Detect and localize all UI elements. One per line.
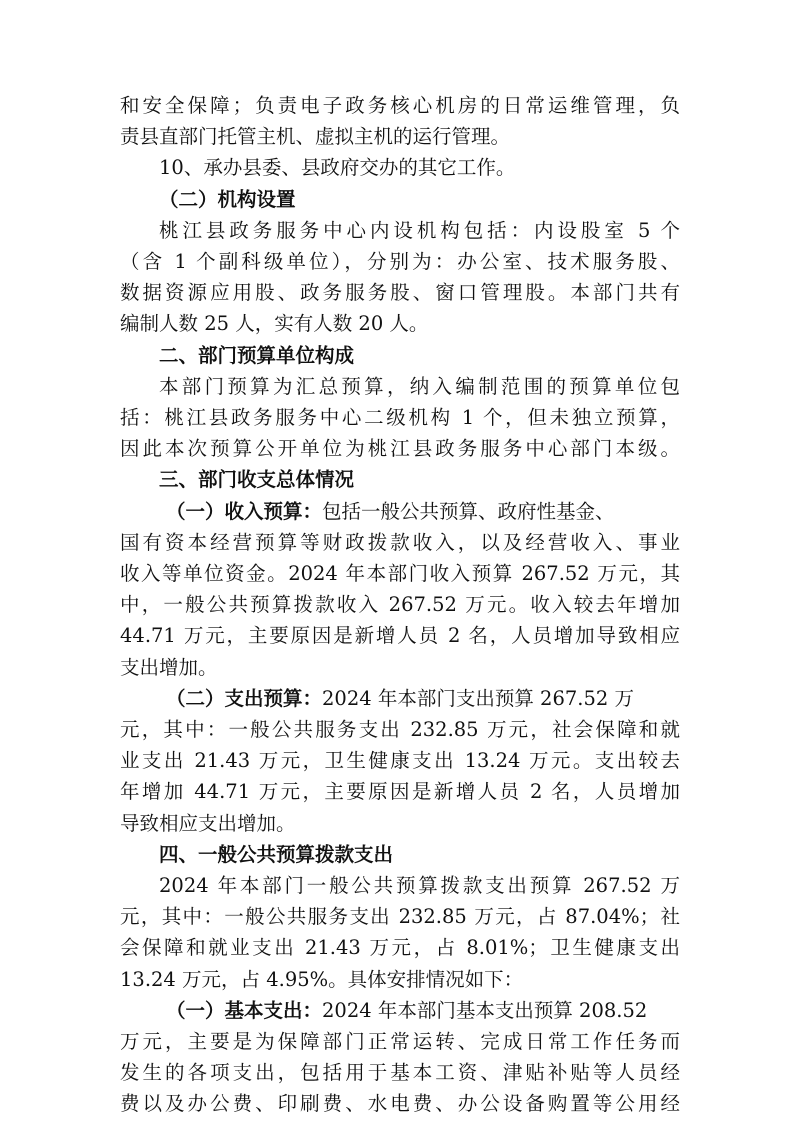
- text-line: 元，其中：一般公共服务支出 232.85 万元，占 87.04%；社: [120, 905, 680, 929]
- text-line: 本部门预算为汇总预算，纳入编制范围的预算单位包: [159, 374, 680, 398]
- text-line: 数据资源应用股、政务服务股、窗口管理股。本部门共有: [120, 281, 680, 305]
- text-line: 万元，主要是为保障部门正常运转、完成日常工作任务而: [120, 1030, 680, 1053]
- subsection-label: （一）收入预算：: [166, 499, 323, 523]
- section-heading: 四、一般公共预算拨款支出: [159, 842, 394, 866]
- text-line: 44.71 万元，主要原因是新增人员 2 名，人员增加导致相应: [120, 624, 680, 648]
- text-line: （含 1 个副科级单位），分别为：办公室、技术服务股、: [120, 250, 680, 273]
- text-line: 桃江县政务服务中心内设机构包括：内设股室 5 个: [159, 218, 680, 242]
- text-line: 年增加 44.71 万元，主要原因是新增人员 2 名，人员增加: [120, 780, 680, 804]
- text-line: [166, 995, 680, 1027]
- text-line: 收入等单位资金。2024 年本部门收入预算 267.52 万元，其: [120, 562, 680, 585]
- text-line: [166, 496, 680, 528]
- text-line: 10、承办县委、县政府交办的其它工作。: [159, 156, 516, 180]
- text-line: 业支出 21.43 万元，卫生健康支出 13.24 万元。支出较去: [120, 749, 680, 773]
- text-line: 费以及办公费、印刷费、水电费、办公设备购置等公用经: [120, 1092, 680, 1116]
- text-line: 元，其中：一般公共服务支出 232.85 万元，社会保障和就: [120, 718, 680, 741]
- text-line: [166, 683, 680, 715]
- text-line: 导致相应支出增加。: [120, 811, 296, 835]
- section-heading: 二、部门预算单位构成: [159, 343, 355, 367]
- text-line: 会保障和就业支出 21.43 万元，占 8.01%；卫生健康支出: [120, 936, 680, 960]
- text-line: 发生的各项支出，包括用于基本工资、津贴补贴等人员经: [120, 1061, 680, 1085]
- subsection-label: （一）基本支出：: [166, 998, 323, 1022]
- text-run: 2024 年本部门基本支出预算 208.52: [322, 998, 648, 1022]
- text-line: 责县直部门托管主机、虚拟主机的运行管理。: [120, 125, 511, 149]
- text-line: 括：桃江县政务服务中心二级机构 1 个，但未独立预算，: [120, 406, 680, 429]
- text-line: 因此本次预算公开单位为桃江县政务服务中心部门本级。: [120, 437, 680, 461]
- section-heading: 三、部门收支总体情况: [159, 468, 355, 492]
- subsection-label: （二）支出预算：: [166, 686, 323, 710]
- text-run: 包括一般公共预算、政府性基金、: [322, 499, 615, 523]
- text-line: 国有资本经营预算等财政拨款收入，以及经营收入、事业: [120, 530, 680, 554]
- text-line: 编制人数 25 人，实有人数 20 人。: [120, 312, 429, 336]
- text-line: 2024 年本部门一般公共预算拨款支出预算 267.52 万: [159, 874, 680, 897]
- text-line: 中，一般公共预算拨款收入 267.52 万元。收入较去年增加: [120, 593, 680, 617]
- section-heading: （二）机构设置: [159, 187, 296, 211]
- text-line: 13.24 万元，占 4.95%。具体安排情况如下：: [120, 967, 524, 991]
- text-run: 2024 年本部门支出预算 267.52 万: [322, 686, 634, 710]
- text-line: 和安全保障；负责电子政务核心机房的日常运维管理，负: [120, 94, 680, 117]
- text-line: 支出增加。: [120, 655, 218, 679]
